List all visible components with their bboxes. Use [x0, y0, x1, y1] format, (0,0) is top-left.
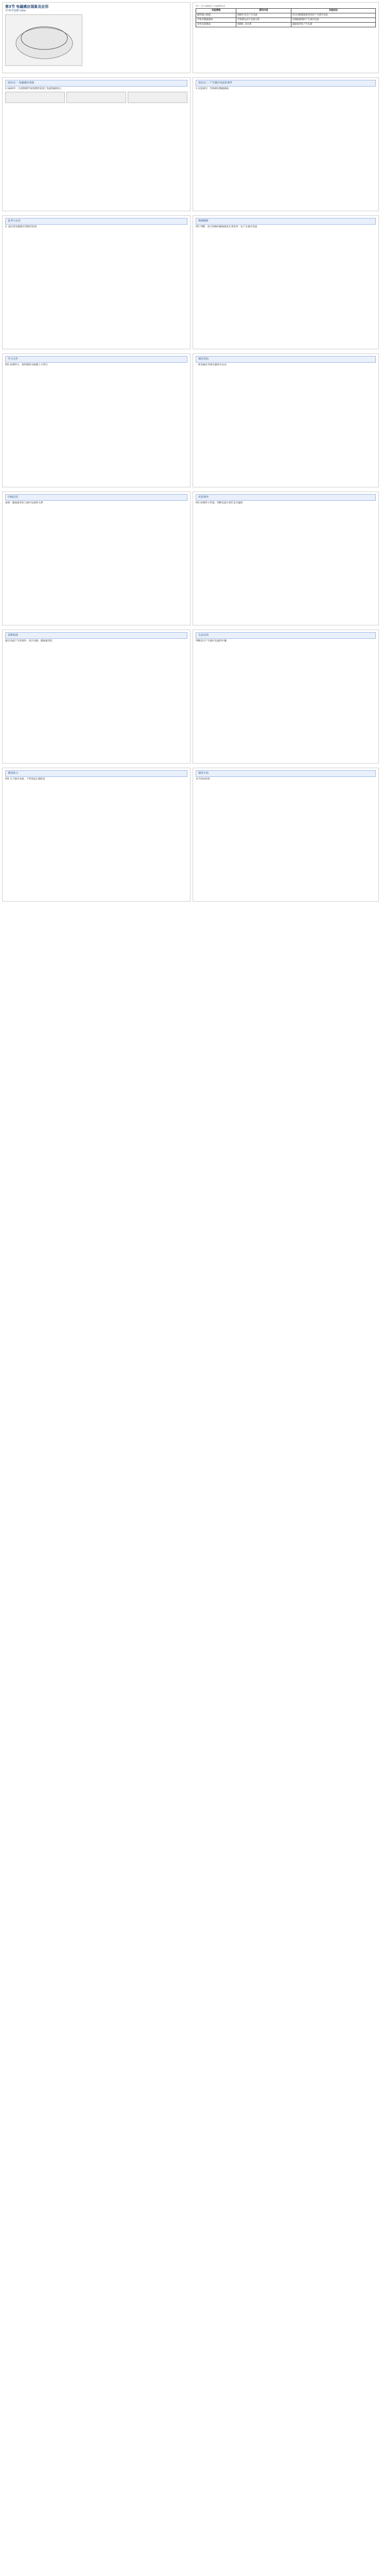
slide-9	[2, 492, 190, 625]
section-banner: 归纳总结	[5, 494, 187, 501]
slide-1	[2, 2, 190, 73]
slide-2	[193, 2, 379, 73]
table-row: 改变电流强弱 线圈A、B关系 磁通量变化产生电流	[196, 22, 376, 27]
section-banner: 知识点二 产生感应电流的条件	[196, 80, 376, 87]
slide-text: 判断是否产生感应电流的步骤	[196, 639, 227, 642]
slide-3	[2, 77, 190, 211]
figure	[66, 92, 126, 103]
slide-7	[2, 353, 190, 487]
coil-illustration	[6, 15, 83, 66]
slide-note: 第十三章 电磁感应与电磁波初步	[196, 5, 226, 7]
section-banner: 学习合作	[5, 356, 187, 363]
slide-10	[193, 492, 379, 625]
slide-8	[193, 353, 379, 487]
page-subtitle: 学·科学思维 intro	[5, 9, 26, 13]
section-banner: 思考与讨论	[5, 218, 187, 225]
section-banner: 课堂小结	[196, 770, 376, 777]
figure-row	[5, 92, 187, 103]
slide-text: 表格：磁通量变化与感应电流的关系	[5, 501, 43, 504]
table-row: 导体切割磁感线 导体棒运动与电流关系 切割磁感线时产生感应电流	[196, 18, 376, 22]
section-banner: 方法总结	[196, 632, 376, 639]
section-banner: 实验探究	[196, 494, 376, 501]
slide-text: 1.1820年，丹麦物理学家奥斯特发现了电流的磁效应。	[5, 87, 63, 90]
slide-11	[2, 630, 190, 764]
table-header: 探究内容	[236, 9, 291, 13]
section-banner: 知识点一 电磁感应现象	[5, 80, 187, 87]
table-header: 实验结论	[291, 9, 375, 13]
slide-text: 感应电流产生的条件：闭合电路、磁通量变化	[5, 639, 53, 642]
slide-text: 例3 如图所示装置，判断电流计指针是否偏转	[196, 501, 243, 504]
section-banner: 思维拓展	[5, 632, 187, 639]
section-banner: 课堂练习	[5, 770, 187, 777]
slide-text: 本节知识结构	[196, 777, 210, 781]
table-row: 磁铁插入线圈 线圈中是否产生电流 闭合回路磁通量变化时产生感应电流	[196, 13, 376, 18]
cover-figure	[5, 14, 82, 66]
page-title: 第3节 电磁感应现象及应用	[5, 5, 49, 9]
slide-text: 例1 判断：闭合回路的磁通量发生变化时一定产生感应电流	[196, 225, 257, 228]
slide-13	[2, 768, 190, 902]
slide-4	[193, 77, 379, 211]
slide-text: 一条金属直导线在磁场中运动	[196, 363, 227, 366]
slide-text: 例4 关于感应电流，下列说法正确的是	[5, 777, 45, 781]
slide-6	[193, 215, 379, 349]
slide-text: 1.实验探究：导体棒切割磁感线	[196, 87, 229, 90]
slide-text: 例2 如图所示，条形磁铁从线圈上方穿过	[5, 363, 48, 366]
section-banner: 课堂巩固	[196, 356, 376, 363]
section-banner: 典例精析	[196, 218, 376, 225]
slide-text: 2. 法拉第电磁感应现象的发现	[5, 225, 37, 228]
table-header: 实验情境	[196, 9, 236, 13]
summary-table	[196, 8, 376, 27]
figure	[128, 92, 187, 103]
slide-5	[2, 215, 190, 349]
slide-14	[193, 768, 379, 902]
slide-12	[193, 630, 379, 764]
figure	[5, 92, 65, 103]
